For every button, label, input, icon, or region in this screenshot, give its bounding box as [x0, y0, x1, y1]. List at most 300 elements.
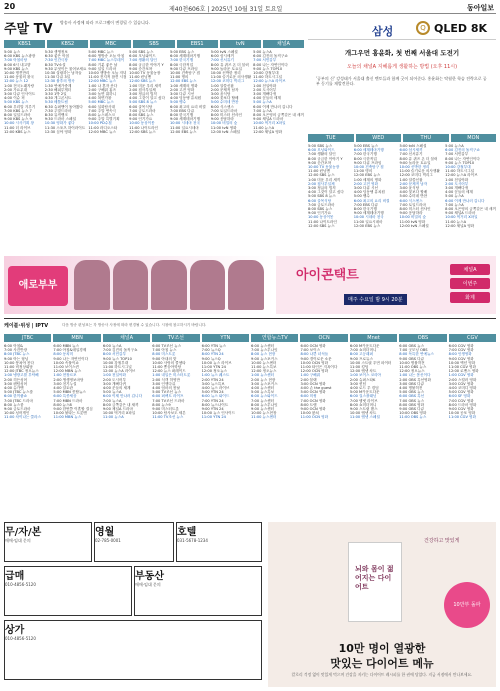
book-caption: 칼로리 걱정 없이 맛있게 먹으며 건강을 지키는 다이어트 레시피를 한 권에 담았다. 지금 서점에서 만나보세요.	[291, 672, 473, 677]
cable-schedule-grid	[4, 344, 496, 514]
program-listing: 5:00 뉴스A	[445, 194, 464, 199]
program-listing: 5:00 TV조선 뉴스	[152, 390, 182, 395]
book-badge: 10만부 돌파	[444, 582, 490, 628]
program-listing: 8:00 유 퀴즈 온 더 블럭	[210, 62, 249, 67]
program-listing: 10:00 건축탐구 집	[169, 71, 200, 76]
weekday-header-row	[308, 134, 496, 142]
program-listing: 3:00 다큐 시선	[353, 186, 378, 191]
program-listing: 11:00 CGV 영화	[448, 415, 476, 420]
program-listing: 2:00 도시어부	[102, 377, 126, 382]
program-listing: 9:00 다큐 프라임	[353, 160, 382, 165]
program-listing: 10:00 명견만리	[4, 71, 30, 76]
program-listing: 1:00 미운 우리 새끼	[129, 83, 162, 88]
program-listing: 10:00 먹거리 X파일	[253, 121, 286, 126]
program-listing: 10:00 속풀이쇼	[53, 360, 79, 365]
program-listing: 4:00 로드 투 킹덤	[349, 386, 379, 391]
program-listing: 1:00 뉴스센터	[251, 373, 275, 378]
icontact-tag: 채널A	[450, 264, 490, 275]
program-listing: 10:30 영화가 좋다	[44, 121, 75, 126]
page-header	[4, 2, 496, 14]
program-listing: 10:00 싱어게인	[4, 411, 30, 416]
program-listing: 7:30 주말드라마	[44, 108, 72, 113]
program-listing: 3:00 정글의 법칙	[308, 186, 336, 191]
program-listing: 11:00 보이스퀸	[53, 365, 79, 370]
program-listing: 4:00 손 the guest	[300, 386, 332, 391]
program-listing: 8:00 OBS 영화	[399, 402, 425, 407]
program-listing: 6:00 세계테마기행	[169, 54, 200, 59]
program-listing: 2:00 생생정보마당	[53, 377, 84, 382]
program-listing: 5:00 EBS 뉴스	[169, 50, 195, 54]
program-listing: 11:00 뉴스A	[253, 125, 275, 130]
program-listing: 4:00 꽃보다 할배	[399, 190, 428, 195]
program-listing: 1:00 냉장고를 부탁해	[4, 373, 39, 378]
cable-section-caption: 케이블·위성 | IPTV	[4, 323, 49, 329]
classified-box[interactable]	[4, 620, 262, 680]
program-listing: 8:00 SBS 뉴스	[129, 113, 154, 118]
classified-sub: 02-785-0001	[95, 538, 121, 543]
program-listing: 11:00 뉴스A	[445, 219, 467, 224]
program-listing: 8:00 금쪽같은 내 새끼	[102, 402, 139, 407]
promo-body: '공부의 신' 강성태가 서울대 출신 멘토들과 함께 굿이 되어준다. 홍윤화는 탁월한 학습 전략으로 공부 동기를 재발견한다.	[316, 76, 487, 86]
program-listing: 12:30 불후의 명곡	[44, 79, 75, 84]
program-listing: 10:00 먹거리 X파일	[102, 411, 136, 416]
program-listing: 11:00 하트시그널	[445, 169, 475, 174]
program-listing: 11:00 런닝맨	[129, 75, 152, 80]
program-listing: 6:00 이제 만나러 갑니다	[253, 104, 293, 109]
program-listing: 2:00 도시어부	[253, 87, 277, 92]
program-listing: 10:00 사랑의 콜센타	[152, 360, 186, 365]
program-listing: 11:00 뉴스특보	[251, 365, 277, 370]
weekday-header[interactable]: MON	[451, 134, 497, 142]
program-listing: 8:00 오은영의 금쪽같은 내 새끼	[445, 207, 496, 212]
program-listing: 8:00 6시 내고향	[4, 62, 31, 67]
program-listing: 10:00 신박한 정리	[210, 71, 241, 76]
weekday-header[interactable]: TUE	[308, 134, 354, 142]
program-listing: 6:00 모닝와이드	[308, 148, 335, 153]
program-listing: 3:00 다큐 인사이트	[4, 92, 36, 97]
schedule-column	[103, 344, 150, 514]
program-listing: 4:00 그것이 알고 싶다	[129, 96, 165, 101]
program-listing: 7:00 TV조선 드라마	[152, 398, 185, 403]
program-listing: 12:00 KBS 뉴스	[4, 129, 31, 134]
classified-heading: 급매	[5, 571, 25, 582]
program-listing: 7:00 사건반장	[4, 348, 28, 353]
program-listing: 8:00 유 퀴즈 온 더 블럭	[399, 156, 438, 161]
program-listing: 11:00 뉴스센터	[251, 415, 277, 420]
program-listing: 6:00 MBN 뉴스	[53, 344, 79, 348]
program-listing: 7:00 OCN 영화	[300, 398, 326, 403]
program-listing: 11:00 슬기로운 의사생활	[210, 75, 252, 80]
program-listing: 5:00 M카운트다운	[349, 390, 380, 395]
program-listing: 12:00 뉴스A 라이브	[102, 369, 136, 374]
channel-header[interactable]: KBS2	[47, 40, 88, 48]
cable-channel-row	[4, 334, 496, 342]
classified-heading: 상가	[5, 625, 25, 636]
cable-channel-header[interactable]: OCN	[300, 334, 347, 342]
program-listing: 2:00 YTN 24	[201, 377, 224, 382]
program-listing: 4:00 알토란	[53, 386, 74, 391]
program-listing: 1:00 천일야화	[253, 83, 277, 88]
program-listing: 1:00 구해줘	[300, 373, 321, 378]
program-listing: 10:00 명불허전	[399, 360, 425, 365]
program-listing: 6:00 골목식당	[308, 198, 332, 203]
program-listing: 6:00 이제 만나러 갑니다	[102, 394, 143, 399]
program-listing: 7:00 MBN 드라마	[53, 398, 83, 403]
program-listing: 6:00 김진의 돌직구쇼	[253, 54, 288, 59]
program-listing: 9:00 금토드라마	[4, 407, 31, 412]
program-listing: 5:00 MBC 뉴스	[88, 100, 114, 105]
channel-header[interactable]: EBS1	[177, 40, 218, 48]
program-listing: 12:00 EBS 뉴스	[353, 173, 381, 178]
program-listing: 2:00 블랙	[300, 377, 317, 382]
program-listing: 4:00 꽃보다 할배	[210, 96, 239, 101]
program-listing: 4:00 꾼들의 세계	[253, 96, 281, 101]
channel-header[interactable]: tvN	[220, 40, 261, 48]
program-listing: 5:00 YTN 24	[201, 390, 224, 395]
program-listing: 7:00 토일드라마	[210, 108, 238, 113]
program-listing: 12:00 EBS 뉴스	[169, 129, 197, 134]
program-listing: 11:00 동물의 왕국	[4, 75, 34, 80]
program-listing: 8:00 트랩	[300, 402, 317, 407]
icontact-brand: 아이콘택트	[296, 268, 359, 283]
cable-channel-header[interactable]: MBN	[53, 334, 100, 342]
program-listing: 8:00 극한직업	[353, 156, 377, 161]
weekday-column	[399, 144, 443, 262]
program-listing: 12:00 OCN 영화	[300, 369, 329, 374]
program-listing: 5:00 SBS 8 뉴스	[308, 194, 336, 199]
program-listing: 10:00 신박한 정리	[399, 165, 430, 170]
samsung-ad[interactable]	[308, 18, 496, 40]
program-listing: 3:00 개뼈다귀	[102, 381, 126, 386]
program-listing: 10:00 시네마 천국	[353, 215, 384, 220]
program-listing: 2:00 OBS 특선영화	[399, 377, 432, 382]
program-listing: 7:00 JTBC 드라마	[4, 398, 33, 403]
program-listing: 6:00 최고의 요리 비결	[169, 104, 206, 109]
schedule-column	[350, 344, 397, 514]
program-listing: 1:00 천일야화	[445, 177, 469, 182]
program-listing: 5:00 JTBC 뉴스룸	[4, 390, 33, 395]
classified-box[interactable]	[4, 566, 132, 616]
program-listing: 9:00 YTN 24	[201, 407, 224, 412]
program-listing: 10:00 TV 동물농장	[129, 71, 161, 76]
program-listing: 11:00 명의	[169, 75, 189, 80]
icontact-tags	[450, 264, 490, 306]
weekday-header[interactable]: THU	[403, 134, 449, 142]
program-listing: 5:00 수미네 반찬	[399, 194, 428, 199]
cable-channel-header[interactable]: OBS	[399, 334, 446, 342]
program-listing: 5:00 SBS 뉴스	[308, 144, 333, 148]
program-listing: 11:00 OBS 뉴스	[399, 365, 427, 370]
program-listing: 7:00 생활의 달인	[308, 152, 336, 157]
program-listing: 11:00 YTN 24	[201, 365, 226, 370]
cable-channel-header[interactable]: YTN	[202, 334, 249, 342]
program-listing: 10:00 시네마 천국	[169, 121, 200, 126]
program-listing: 12:00 EBS 뉴스	[169, 79, 197, 84]
program-listing: 5:00 SBS 뉴스	[129, 50, 154, 54]
program-listing: 8:00 미스터 션샤인	[399, 207, 431, 212]
schedule-column	[300, 344, 347, 514]
schedule-column	[88, 50, 127, 245]
program-listing: 5:00 CGV 영화	[448, 390, 474, 395]
program-listing: 9:00 응답하라	[399, 211, 423, 216]
program-listing: 3:00 OCN 영화	[300, 381, 326, 386]
program-listing: 8:00 JTBC 뉴스	[4, 352, 30, 357]
program-listing: 6:30 슈퍼맨이 돌아왔다	[44, 104, 83, 109]
book-cover-title: 뇌와 몸이 젊어지는 다이어트	[355, 565, 394, 591]
program-listing: 9:00 채널A 드라마	[102, 407, 133, 412]
program-listing: 11:30 스포츠 하이라이트	[44, 125, 86, 130]
program-listing: 10:00 생방송 오늘 저녁	[88, 71, 127, 76]
qled-logo-icon: Q	[416, 21, 430, 35]
program-listing: 11:00 차이나는 클라스	[4, 415, 41, 420]
program-listing: 1:00 알쓸신잡	[399, 177, 423, 182]
program-listing: 3:00 인생다큐	[152, 381, 176, 386]
program-listing: 9:00 뉴스Q	[201, 356, 221, 361]
program-listing: 4:00 꾼들의 세계	[102, 386, 131, 391]
cable-channel-header[interactable]: 채널A	[103, 334, 150, 342]
program-listing: 6:00 M카운트다운	[349, 344, 380, 348]
program-listing: 12:30 심야 영화	[44, 129, 72, 134]
program-listing: 1:00 보이스 코리아	[349, 373, 382, 378]
program-listing: 9:00 나는 자연인이다	[53, 356, 89, 361]
program-listing: 7:00 금토드라마	[129, 108, 156, 113]
program-listing: 9:00 스트릿 댄스	[349, 407, 378, 412]
program-listing: 11:00 전지적 참견 시점	[88, 75, 127, 80]
program-listing: 5:00 EBS 뉴스	[353, 144, 378, 148]
program-listing: 3:00 개뼈다귀	[253, 92, 277, 97]
program-listing: 2:00 스릴러 영화	[448, 377, 477, 382]
program-listing: 3:00 다큐 시선	[169, 92, 195, 97]
program-listing: 6:00 세계테마기행	[353, 148, 384, 153]
program-listing: 2:00 도시어부	[445, 181, 469, 186]
channel-header[interactable]: 채널A	[263, 40, 304, 48]
program-listing: 8:00 궁금한 이야기 Y	[308, 156, 343, 161]
program-listing: 2:00 고전 영화	[353, 181, 378, 186]
cable-channel-header[interactable]: CGV	[449, 334, 496, 342]
program-listing: 2:00 집사부일체	[129, 87, 156, 92]
program-listing: 9:30 무엇이든 물어보세요	[44, 66, 87, 71]
program-listing: 7:00 토일드라마	[399, 202, 427, 207]
schedule-column	[253, 50, 304, 245]
program-listing: 5:00 수미네 반찬	[210, 100, 239, 105]
program-listing: 5:00 펭수	[169, 100, 187, 105]
program-listing: 12:00 EBS 뉴스	[353, 223, 381, 228]
program-listing: 8:00 미스트롯	[152, 352, 176, 357]
program-listing: 7:00 OBS 뉴스	[399, 398, 425, 403]
channel-header[interactable]: SBS	[133, 40, 174, 48]
program-listing: 12:00 SBS 뉴스	[308, 223, 335, 228]
program-listing: 7:00 한국기행	[353, 152, 377, 157]
program-listing: 10:00 뭉쳐야 찬다	[4, 360, 34, 365]
program-listing: 7:00 한국기행	[169, 58, 194, 63]
schedule-column	[4, 344, 51, 514]
book-cover	[348, 542, 402, 622]
program-listing: 6:30 좋은 아침	[44, 54, 70, 59]
program-listing: 9:00 다큐 프라임	[169, 66, 198, 71]
program-listing: 6:00 OBS 뉴스	[399, 344, 425, 348]
book-headline-2: 맛있는 다이어트 메뉴	[330, 657, 434, 670]
channel-header[interactable]: KBS1	[4, 40, 45, 48]
program-listing: 12:00 엠넷 차트	[349, 369, 377, 374]
program-listing: 5:00 뉴스	[4, 50, 21, 54]
program-listing: 12:00 MBN 뉴스	[53, 369, 82, 374]
program-listing: 8:00 YTN 24	[201, 352, 224, 357]
program-listing: 7:00 뉴스A	[102, 398, 122, 403]
weekday-column	[445, 144, 496, 262]
program-listing: 9:00 세계테마기행	[169, 117, 200, 122]
program-listing: 4:00 엄마의 봄날	[152, 386, 180, 391]
program-listing: 8:00 뉴스 현장	[251, 352, 276, 357]
schedule-column	[152, 344, 199, 514]
program-listing: 11:00 tvN 영화	[399, 219, 426, 224]
program-listing: 9:00 인기가요	[308, 211, 332, 216]
schedule-grid	[4, 50, 304, 245]
program-listing: 5:00 뉴스A	[253, 50, 272, 54]
classified-sub: 매매·임대 문의	[135, 582, 161, 587]
program-listing: 7:00 아침 뉴스	[152, 348, 177, 353]
program-listing: 10:00 TV 동물농장	[308, 165, 340, 170]
program-listing: 6:00 YTN 뉴스	[201, 344, 227, 348]
program-listing: 7:00 MBC 뉴스투데이	[88, 58, 125, 63]
publication-name: 동아일보	[466, 4, 494, 12]
program-listing: 9:00 놀라운 토요일	[399, 160, 431, 165]
program-listing: 4:00 뉴스센터	[251, 386, 275, 391]
program-listing: 4:30 개그콘서트	[44, 96, 72, 101]
program-listing: 11:00 엠넷 스페셜	[349, 415, 380, 420]
program-listing: 9:00 주말 특별기획	[88, 117, 120, 122]
edition-line: 제40천606호 | 2025년 10월 31일 토요일	[169, 6, 283, 13]
classified-box[interactable]	[94, 522, 174, 562]
program-listing: 10:00 강철부대	[253, 71, 279, 76]
cable-channel-header[interactable]: TV조선	[152, 334, 199, 342]
program-listing: 12:00 뉴스 12	[4, 79, 29, 84]
program-listing: 10:00 OCN 영화	[300, 360, 329, 365]
classified-box[interactable]	[134, 566, 262, 616]
program-listing: 4:00 꾼들의 세계	[445, 190, 473, 195]
program-listing: 11:00 뉴스A	[102, 415, 124, 420]
program-listing: 12:00 뉴스 퍼레이드	[152, 369, 186, 374]
program-listing: 7:00 EBS 다큐	[353, 202, 378, 207]
program-listing: 10:00 뉴스현장	[251, 411, 277, 416]
program-listing: 11:00 타인은 지옥이다	[300, 365, 338, 370]
cable-channel-header[interactable]: JTBC	[4, 334, 51, 342]
program-listing: 12:00 뉴스A 라이브	[253, 79, 286, 84]
program-listing: 9:00 CGV 영화	[448, 407, 474, 412]
program-listing: 8:00 서민갑부	[102, 352, 126, 357]
program-listing: 6:00 뉴스 와이드	[201, 394, 230, 399]
program-listing: 4:00 슈가맨	[4, 386, 24, 391]
program-listing: 8:00 오은영의 금쪽같은 내 새끼	[253, 113, 304, 118]
program-listing: 3:00 OBS 다큐	[399, 381, 425, 386]
program-listing: 9:00 뉴스포커스	[251, 356, 278, 361]
weekday-schedule-grid	[308, 144, 496, 262]
icontact-tag: 화제	[450, 292, 490, 303]
program-listing: 8:00 기분 좋은 날	[88, 62, 118, 67]
program-listing: 12:00 정오뉴스	[201, 369, 228, 374]
program-listing: 12:00 뉴스A 라이브	[445, 173, 478, 178]
program-listing: 1:00 천일야화	[102, 373, 126, 378]
program-listing: 7:00 아침마당	[4, 58, 28, 63]
program-listing: 5:00 tvN 스페셜	[210, 50, 238, 54]
program-listing: 4:00 그것이 알고 싶다	[308, 190, 344, 195]
channel-header[interactable]: MBC	[90, 40, 131, 48]
program-listing: 6:00 아침&	[4, 344, 23, 348]
program-listing: 11:00 tvN 영화	[210, 125, 237, 130]
drama-ad[interactable]	[4, 256, 274, 314]
program-listing: 12:00 코미디 빅리그	[210, 79, 245, 84]
cast-photo	[74, 260, 264, 310]
program-listing: 8:00 뉴스데스크	[88, 113, 115, 118]
classified-box[interactable]	[4, 522, 92, 562]
classified-box[interactable]	[176, 522, 262, 562]
program-listing: 11:00 MBN 뉴스	[53, 415, 82, 420]
program-listing: 7:00 뉴스Q	[201, 348, 221, 353]
program-listing: 10:00 탐사보도 세븐	[152, 411, 186, 416]
schedule-column	[53, 344, 100, 514]
program-listing: 10:00 PD수첩	[88, 121, 112, 126]
program-listing: 11:00 YTN 24	[201, 415, 226, 420]
program-listing: 8:00 뉴스9	[152, 402, 171, 407]
program-listing: 1:00 세계의 명화	[353, 177, 382, 182]
program-listing: 8:00 한국기행	[353, 207, 377, 212]
icontact-tag: 이번주	[450, 278, 490, 289]
program-listing: 6:00 실화탐사대	[88, 104, 115, 109]
program-listing: 10:00 비밀의 숲	[210, 121, 238, 126]
program-listing: 10:00 시사기획 창	[4, 121, 34, 126]
program-listing: 8:00 뉴스투나잇	[251, 402, 278, 407]
book-ad[interactable]	[268, 522, 496, 687]
program-listing: 7:00 신서유기	[399, 152, 423, 157]
tv-section-title	[4, 18, 304, 38]
program-listing: 2:00 고전 영화	[169, 87, 195, 92]
program-listing: 6:00 뉴스와이드	[251, 394, 278, 399]
book-side-text: 건강하고 맛있게	[424, 538, 460, 544]
program-listing: 7:00 신서유기	[210, 58, 234, 63]
program-listing: 9:00 순간포착	[129, 66, 153, 71]
cable-channel-header[interactable]: 연합뉴스TV	[251, 334, 298, 342]
program-listing: 9:00 뉴스센터	[251, 407, 275, 412]
schedule-column	[399, 344, 446, 514]
program-listing: 6:00 미씽	[300, 394, 317, 399]
program-listing: 4:00 뉴스 라이브	[201, 386, 230, 391]
program-listing: 7:00 엠넷 라이브	[349, 398, 378, 403]
classified-heading: 무/자/본	[5, 527, 42, 538]
classified-sub: 매매·임대 문의	[5, 538, 31, 543]
program-listing: 5:00 뉴스A	[253, 100, 272, 105]
program-listing: 5:00 펭수	[353, 194, 370, 199]
program-listing: 10:00 스트릿 우먼 파이터	[349, 360, 392, 365]
program-listing: 8:00 뉴스룸	[4, 402, 24, 407]
program-listing: 8:00 나는 자연인이다	[445, 156, 480, 161]
program-listing: 8:00 나는 자연인이다	[253, 62, 288, 67]
program-listing: 5:00 tvN 스페셜	[399, 144, 427, 148]
program-listing: 6:00 식스센스	[399, 198, 423, 203]
schedule-column	[211, 50, 251, 245]
program-listing: 9:00 아는 형님	[4, 356, 29, 361]
icontact-ad[interactable]	[276, 256, 496, 314]
program-listing: 12:00 tvN 스페셜	[399, 223, 429, 228]
weekday-column	[354, 144, 398, 262]
cable-section-header	[4, 318, 496, 332]
program-listing: 9:00 응답하라	[210, 117, 234, 122]
program-listing: 9:00 CGV 영화	[448, 356, 474, 361]
program-listing: 12:00 MBC 뉴스	[88, 129, 116, 134]
program-listing: 10:00 건축탐구 집	[353, 165, 384, 170]
program-listing: 11:00 하트시그널	[102, 365, 132, 370]
program-listing: 8:00 한국기행	[169, 113, 194, 118]
weekday-header[interactable]: WED	[356, 134, 402, 142]
cable-channel-header[interactable]: Mnet	[350, 334, 397, 342]
